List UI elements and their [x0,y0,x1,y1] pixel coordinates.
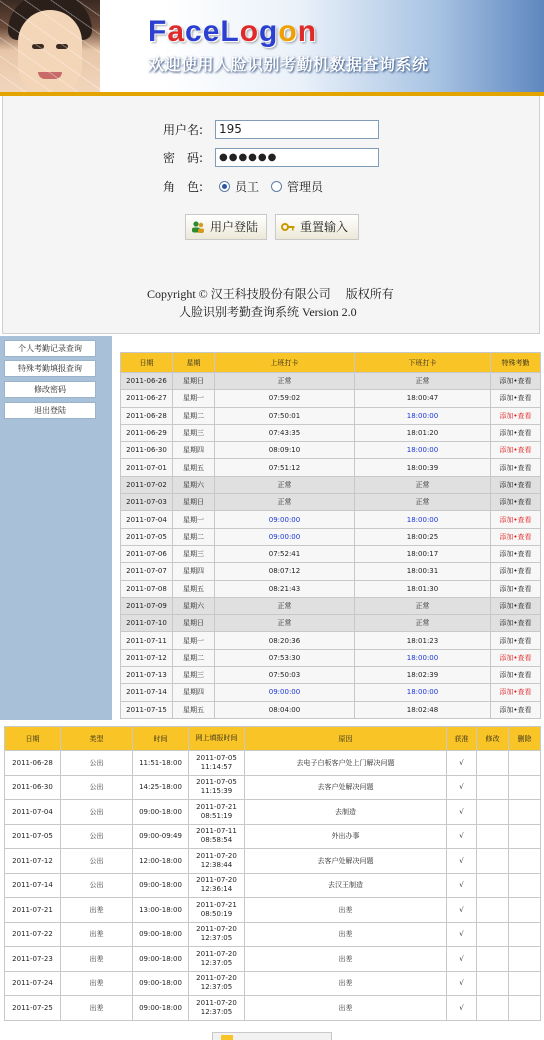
outing-reason: 出差 [245,947,447,972]
outing-reason: 出差 [245,971,447,996]
attendance-special-link[interactable]: 添加•查看 [491,563,541,580]
attendance-clock-in: 正常 [215,373,355,390]
outing-approved: √ [447,751,477,776]
outing-time: 11:51-18:00 [133,751,189,776]
table-row [121,407,541,424]
outing-filed-at [189,824,245,849]
outing-filed-time: 12:38:44 [200,860,233,869]
attendance-clock-out: 18:00:17 [355,545,491,562]
outing-filed-time: 12:37:05 [200,958,233,967]
app-logo-letter: a [167,15,186,48]
attendance-clock-out: 18:00:47 [355,390,491,407]
attendance-weekday: 星期二 [173,407,215,424]
attendance-clock-in: 08:07:12 [215,563,355,580]
outing-filed-at [189,996,245,1021]
reset-button-label: 重置输入 [300,220,349,234]
attendance-weekday: 星期二 [173,649,215,666]
outing-approved: √ [447,775,477,800]
table-row [5,971,541,996]
outing-filed-date: 2011-07-05 [196,778,237,787]
outing-filed-date: 2011-07-20 [196,974,237,983]
outing-delete-cell[interactable] [509,800,541,825]
outing-edit-cell[interactable] [477,849,509,874]
outing-date: 2011-07-22 [5,922,61,947]
outing-type: 公出 [61,873,133,898]
outing-edit-cell[interactable] [477,873,509,898]
table-row [121,511,541,528]
attendance-date: 2011-06-26 [121,373,173,390]
key-icon [281,220,295,234]
outing-time: 09:00-18:00 [133,800,189,825]
table-row [5,922,541,947]
attendance-date: 2011-07-11 [121,632,173,649]
attendance-weekday: 星期六 [173,476,215,493]
table-row [5,824,541,849]
attendance-date: 2011-06-27 [121,390,173,407]
attendance-weekday: 星期四 [173,684,215,701]
outing-delete-cell[interactable] [509,849,541,874]
attendance-special-link[interactable]: 添加•查看 [491,701,541,718]
outing-delete-cell[interactable] [509,947,541,972]
outing-filed-date: 2011-07-21 [196,900,237,909]
outing-time: 09:00-18:00 [133,947,189,972]
attendance-special-link[interactable]: 添加•查看 [491,511,541,528]
outing-type: 出差 [61,996,133,1021]
table-row [121,373,541,390]
attendance-clock-out: 正常 [355,494,491,511]
attendance-clock-out: 18:02:48 [355,701,491,718]
outing-date: 2011-07-05 [5,824,61,849]
attendance-date: 2011-07-12 [121,649,173,666]
outings-table-wrapper [4,726,540,1021]
out-col-date: 日期 [5,727,61,751]
attendance-clock-in: 07:52:41 [215,545,355,562]
outing-date: 2011-07-14 [5,873,61,898]
table-row [5,751,541,776]
outing-date: 2011-06-30 [5,775,61,800]
table-row [121,667,541,684]
app-logo-letter: L [220,15,240,48]
outing-edit-cell[interactable] [477,800,509,825]
attendance-clock-in: 07:50:03 [215,667,355,684]
out-col-delete: 删除 [509,727,541,751]
attendance-special-link[interactable]: 添加•查看 [491,528,541,545]
outing-edit-cell[interactable] [477,898,509,923]
outing-delete-cell[interactable] [509,751,541,776]
outing-approved: √ [447,824,477,849]
outing-reason: 外出办事 [245,824,447,849]
col-clock-in: 上班打卡 [215,353,355,373]
outing-edit-cell[interactable] [477,922,509,947]
app-logo-letter: o [239,15,260,48]
outing-reason: 出差 [245,898,447,923]
attendance-weekday: 星期三 [173,667,215,684]
outing-filed-date: 2011-07-21 [196,802,237,811]
attendance-special-link[interactable]: 添加•查看 [491,615,541,632]
out-col-approved: 获准 [447,727,477,751]
outing-date: 2011-06-28 [5,751,61,776]
attendance-header-row [121,353,541,373]
attendance-date: 2011-07-14 [121,684,173,701]
attendance-special-link[interactable]: 添加•查看 [491,459,541,476]
password-input[interactable]: ●●●●●● [215,148,379,167]
attendance-weekday: 星期日 [173,494,215,511]
col-weekday: 星期 [173,353,215,373]
outing-filed-at [189,775,245,800]
attendance-date: 2011-07-06 [121,545,173,562]
attendance-special-link[interactable]: 添加•查看 [491,390,541,407]
table-row [121,390,541,407]
app-logo-letter: c [185,15,203,48]
outing-type: 公出 [61,751,133,776]
attendance-clock-out: 正常 [355,373,491,390]
password-label: 密 码: [163,151,204,165]
table-row [121,424,541,441]
outing-type: 出差 [61,947,133,972]
outing-type: 公出 [61,775,133,800]
attendance-clock-out: 18:00:00 [355,511,491,528]
attendance-date: 2011-07-03 [121,494,173,511]
outing-filed-at [189,800,245,825]
table-row [121,494,541,511]
outing-reason: 去汉王制造 [245,873,447,898]
outing-filed-date: 2011-07-20 [196,949,237,958]
attendance-date: 2011-06-28 [121,407,173,424]
attendance-clock-out: 18:01:30 [355,580,491,597]
outing-edit-cell[interactable] [477,775,509,800]
attendance-weekday: 星期三 [173,545,215,562]
table-row [121,615,541,632]
attendance-weekday: 星期六 [173,597,215,614]
outing-delete-cell[interactable] [509,971,541,996]
table-row [121,632,541,649]
attendance-special-link[interactable]: 添加•查看 [491,580,541,597]
outing-filed-time: 12:37:05 [200,1007,233,1016]
outing-date: 2011-07-25 [5,996,61,1021]
outing-edit-cell[interactable] [477,751,509,776]
attendance-weekday: 星期四 [173,442,215,459]
outing-filed-at [189,873,245,898]
outing-approved: √ [447,849,477,874]
table-row [121,545,541,562]
outing-time: 14:25-18:00 [133,775,189,800]
outing-type: 出差 [61,922,133,947]
attendance-weekday: 星期五 [173,459,215,476]
attendance-clock-out: 18:00:39 [355,459,491,476]
attendance-clock-in: 正常 [215,615,355,632]
outing-date: 2011-07-24 [5,971,61,996]
role-admin-label[interactable]: 管理员 [287,180,324,194]
attendance-special-link[interactable]: 添加•查看 [491,424,541,441]
outing-reason: 去客户处解决问题 [245,849,447,874]
attendance-special-link[interactable]: 添加•查看 [491,649,541,666]
out-col-time: 时间 [133,727,189,751]
face-photo [0,0,100,92]
username-input[interactable]: 195 [215,120,379,139]
outing-filed-at [189,849,245,874]
outing-delete-cell[interactable] [509,996,541,1021]
outing-approved: √ [447,898,477,923]
login-panel [2,96,540,334]
app-logo-letter: o [278,15,298,48]
login-button[interactable] [185,214,267,240]
outing-filed-time: 08:50:19 [200,909,233,918]
attendance-date: 2011-07-09 [121,597,173,614]
reset-button[interactable] [275,214,359,240]
table-row [121,701,541,718]
outing-approved: √ [447,947,477,972]
outing-delete-cell[interactable] [509,775,541,800]
outing-edit-cell[interactable] [477,996,509,1021]
out-col-filed: 网上填报时间 [189,727,245,751]
attendance-clock-in: 08:21:43 [215,580,355,597]
attendance-weekday: 星期三 [173,424,215,441]
header-banner [0,0,544,92]
outing-type: 公出 [61,800,133,825]
attendance-clock-in: 09:00:00 [215,684,355,701]
sidebar-item-personal-records[interactable]: 个人考勤记录查询 [4,340,96,357]
attendance-special-link[interactable]: 添加•查看 [491,476,541,493]
outing-edit-cell[interactable] [477,971,509,996]
sidebar [0,336,112,720]
outing-filed-date: 2011-07-20 [196,925,237,934]
outing-reason: 出差 [245,996,447,1021]
outing-reason: 去制造 [245,800,447,825]
outing-date: 2011-07-04 [5,800,61,825]
table-row [5,898,541,923]
attendance-clock-in: 正常 [215,597,355,614]
attendance-clock-in: 08:04:00 [215,701,355,718]
outing-time: 09:00-18:00 [133,873,189,898]
attendance-clock-in: 08:09:10 [215,442,355,459]
outing-edit-cell[interactable] [477,824,509,849]
outing-approved: √ [447,922,477,947]
attendance-date: 2011-07-02 [121,476,173,493]
outing-filed-at [189,971,245,996]
sidebar-item-change-password[interactable]: 修改密码 [4,381,96,398]
attendance-table-wrapper [120,352,540,719]
attendance-weekday: 星期一 [173,390,215,407]
table-row [121,684,541,701]
attendance-clock-in: 07:53:30 [215,649,355,666]
attendance-clock-out: 正常 [355,597,491,614]
table-row [5,947,541,972]
role-admin-radio[interactable] [271,181,282,192]
attendance-clock-out: 18:01:20 [355,424,491,441]
outing-time: 09:00-18:00 [133,971,189,996]
attendance-clock-in: 07:59:02 [215,390,355,407]
outing-filed-date: 2011-07-05 [196,753,237,762]
outing-filed-at [189,898,245,923]
outing-approved: √ [447,873,477,898]
username-label: 用户名: [163,123,204,137]
attendance-special-link[interactable]: 添加•查看 [491,597,541,614]
sidebar-item-logout[interactable]: 退出登陆 [4,402,96,419]
attendance-date: 2011-07-01 [121,459,173,476]
attendance-special-link[interactable]: 添加•查看 [491,407,541,424]
attendance-clock-in: 09:00:00 [215,528,355,545]
attendance-date: 2011-07-15 [121,701,173,718]
outing-edit-cell[interactable] [477,947,509,972]
outing-filed-at [189,947,245,972]
login-button-label: 用户登陆 [210,220,259,234]
attendance-clock-out: 18:00:25 [355,528,491,545]
table-row [5,849,541,874]
attendance-date: 2011-07-08 [121,580,173,597]
table-row [121,563,541,580]
bottom-button[interactable] [212,1032,332,1040]
attendance-weekday: 星期二 [173,528,215,545]
outing-time: 13:00-18:00 [133,898,189,923]
outing-filed-time: 08:58:54 [200,836,233,845]
table-row [121,528,541,545]
attendance-clock-in: 07:50:01 [215,407,355,424]
outing-reason: 出差 [245,922,447,947]
attendance-date: 2011-07-10 [121,615,173,632]
app-logo-letter: F [148,15,168,48]
app-logo-letter: e [202,15,221,48]
users-icon [191,220,205,234]
outing-date: 2011-07-21 [5,898,61,923]
role-employee-label[interactable]: 员工 [235,180,260,194]
attendance-weekday: 星期四 [173,563,215,580]
attendance-clock-in: 07:43:35 [215,424,355,441]
attendance-clock-out: 18:00:31 [355,563,491,580]
outing-filed-date: 2011-07-20 [196,998,237,1007]
attendance-special-link[interactable]: 添加•查看 [491,632,541,649]
role-employee-radio[interactable] [219,181,230,192]
attendance-special-link[interactable]: 添加•查看 [491,373,541,390]
outings-header-row [5,727,541,751]
table-row [5,800,541,825]
outing-filed-time: 11:15:39 [200,787,233,796]
outing-filed-at [189,922,245,947]
outing-type: 公出 [61,849,133,874]
outing-delete-cell[interactable] [509,873,541,898]
outing-delete-cell[interactable] [509,922,541,947]
attendance-clock-out: 18:01:23 [355,632,491,649]
attendance-date: 2011-06-30 [121,442,173,459]
outing-filed-at [189,751,245,776]
outings-table [4,726,541,1021]
outing-filed-time: 12:37:05 [200,983,233,992]
outing-filed-date: 2011-07-20 [196,876,237,885]
app-subtitle: 欢迎使用人脸识别考勤机数据查询系统 [148,55,429,74]
attendance-clock-out: 18:02:39 [355,667,491,684]
copyright-line2: 人脸识别考勤查询系统 Version 2.0 [179,305,357,319]
sidebar-item-special-attendance[interactable]: 特殊考勤填报查询 [4,360,96,377]
attendance-clock-in: 08:20:36 [215,632,355,649]
outing-filed-date: 2011-07-20 [196,851,237,860]
col-date: 日期 [121,353,173,373]
outing-time: 12:00-18:00 [133,849,189,874]
attendance-date: 2011-07-07 [121,563,173,580]
outing-reason: 去电子白板客户处上门解决问题 [245,751,447,776]
attendance-clock-out: 18:00:00 [355,407,491,424]
table-row [121,476,541,493]
outing-filed-time: 11:14:57 [200,762,233,771]
col-clock-out: 下班打卡 [355,353,491,373]
attendance-weekday: 星期五 [173,580,215,597]
table-row [121,580,541,597]
table-row [121,649,541,666]
table-row [121,597,541,614]
outing-time: 09:00-18:00 [133,996,189,1021]
out-col-reason: 原因 [245,727,447,751]
attendance-weekday: 星期一 [173,632,215,649]
outing-time: 09:00-09:49 [133,824,189,849]
outing-delete-cell[interactable] [509,898,541,923]
outing-type: 出差 [61,971,133,996]
attendance-weekday: 星期日 [173,615,215,632]
app-logo [148,14,317,50]
table-row [121,459,541,476]
outing-filed-time: 08:51:19 [200,811,233,820]
attendance-weekday: 星期一 [173,511,215,528]
outing-filed-time: 12:37:05 [200,934,233,943]
attendance-clock-out: 18:00:00 [355,649,491,666]
attendance-special-link[interactable]: 添加•查看 [491,442,541,459]
outing-reason: 去客户处解决问题 [245,775,447,800]
app-logo-letter: n [297,15,318,48]
attendance-special-link[interactable]: 添加•查看 [491,684,541,701]
attendance-date: 2011-07-04 [121,511,173,528]
attendance-date: 2011-06-29 [121,424,173,441]
role-label: 角 色: [163,180,204,194]
attendance-clock-out: 正常 [355,476,491,493]
attendance-weekday: 星期日 [173,373,215,390]
table-row [5,996,541,1021]
attendance-date: 2011-07-13 [121,667,173,684]
attendance-clock-out: 18:00:00 [355,684,491,701]
table-row [5,873,541,898]
out-col-edit: 修改 [477,727,509,751]
attendance-special-link[interactable]: 添加•查看 [491,667,541,684]
table-row [121,442,541,459]
table-row [5,775,541,800]
out-col-type: 类型 [61,727,133,751]
copyright-line1: Copyright © 汉王科技股份有限公司 版权所有 [147,287,394,301]
attendance-clock-out: 18:00:00 [355,442,491,459]
outing-approved: √ [447,971,477,996]
attendance-clock-in: 07:51:12 [215,459,355,476]
bottom-button-icon [221,1035,233,1040]
outing-type: 出差 [61,898,133,923]
attendance-clock-in: 09:00:00 [215,511,355,528]
outing-approved: √ [447,996,477,1021]
app-logo-letter: g [259,15,279,48]
outing-filed-time: 12:36:14 [200,885,233,894]
attendance-clock-in: 正常 [215,494,355,511]
outing-time: 09:00-18:00 [133,922,189,947]
attendance-date: 2011-07-05 [121,528,173,545]
attendance-clock-out: 正常 [355,615,491,632]
outing-approved: √ [447,800,477,825]
outing-date: 2011-07-23 [5,947,61,972]
outing-filed-date: 2011-07-11 [196,827,237,836]
attendance-clock-in: 正常 [215,476,355,493]
outing-type: 公出 [61,824,133,849]
attendance-special-link[interactable]: 添加•查看 [491,494,541,511]
attendance-weekday: 星期五 [173,701,215,718]
role-row [3,177,541,197]
outing-date: 2011-07-12 [5,849,61,874]
attendance-table [120,352,541,719]
attendance-special-link[interactable]: 添加•查看 [491,545,541,562]
outing-delete-cell[interactable] [509,824,541,849]
col-special: 特殊考勤 [491,353,541,373]
